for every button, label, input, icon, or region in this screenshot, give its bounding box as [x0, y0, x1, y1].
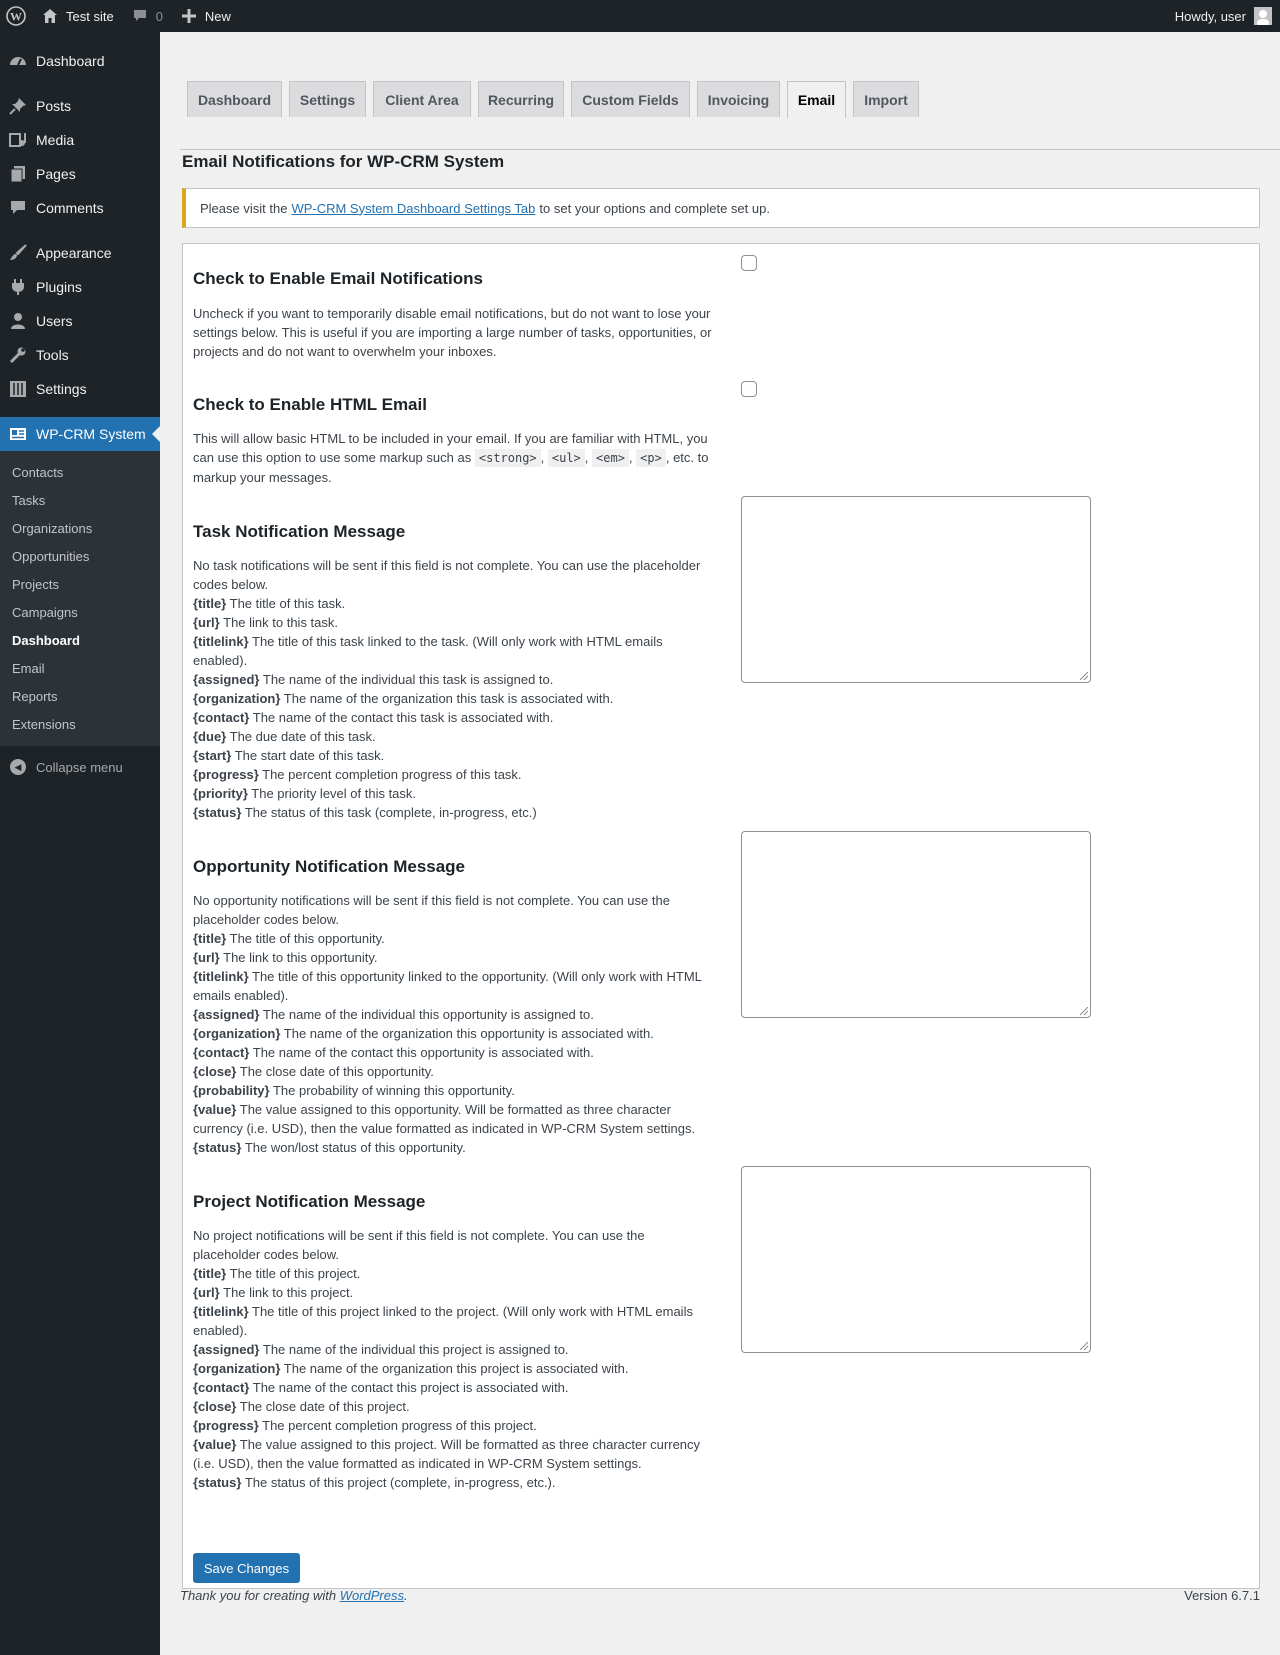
placeholder-description: The name of the contact this opportunity is associated with.: [252, 1045, 594, 1060]
dashboard-settings-link[interactable]: WP-CRM System Dashboard Settings Tab: [291, 200, 536, 216]
placeholder-code: {url}: [193, 615, 220, 630]
howdy-text: Howdy, user: [1174, 8, 1246, 24]
html-email-checkbox[interactable]: [741, 381, 757, 397]
plugin-icon: [8, 277, 28, 297]
pin-icon: [8, 96, 28, 116]
placeholder-code: {close}: [193, 1064, 237, 1079]
menu-appearance[interactable]: [0, 236, 160, 270]
code-strong: <strong>: [475, 449, 541, 467]
placeholder-description: The link to this task.: [223, 615, 339, 630]
menu-label: WP-CRM System: [36, 426, 146, 442]
placeholder-code: {value}: [193, 1437, 237, 1452]
placeholder-code-line: [193, 1283, 713, 1302]
placeholder-code-line: [193, 1340, 713, 1359]
placeholder-code-line: [193, 929, 713, 948]
submenu-extensions[interactable]: Extensions: [12, 716, 76, 732]
placeholder-code-line: [193, 1264, 713, 1283]
submenu-opportunities[interactable]: Opportunities: [12, 548, 90, 564]
submenu-tasks[interactable]: Tasks: [12, 492, 46, 508]
placeholder-description: The name of the organization this project is associated with.: [283, 1361, 629, 1376]
menu-media[interactable]: [0, 123, 160, 157]
placeholder-code: {title}: [193, 596, 227, 611]
brush-icon: [8, 243, 28, 263]
enable-email-title: Check to Enable Email Notifications: [193, 269, 484, 288]
tab-recurring[interactable]: Recurring: [478, 81, 564, 117]
placeholder-code: {status}: [193, 1140, 242, 1155]
menu-label: Pages: [36, 166, 76, 182]
placeholder-code: {organization}: [193, 1026, 281, 1041]
email-settings-form: [182, 243, 1260, 1589]
new-label: New: [204, 8, 231, 24]
placeholder-description: The name of the contact this task is associated with.: [252, 710, 554, 725]
placeholder-code-line: [193, 1062, 713, 1081]
html-email-desc: This will allow basic HTML to be included in your email. If you are familiar with HTML, you can use this option to use some markup such as <strong> , <ul> , <em> , <p> , etc. to markup your messages.: [193, 431, 709, 485]
html-email-title: Check to Enable HTML Email: [193, 395, 427, 414]
wp-logo-button[interactable]: [0, 0, 32, 32]
avatar: [1254, 7, 1272, 25]
placeholder-description: The percent completion progress of this project.: [262, 1418, 537, 1433]
menu-label: Media: [36, 132, 75, 148]
placeholder-code-line: [193, 1081, 713, 1100]
tab-settings[interactable]: Settings: [289, 81, 366, 117]
menu-settings[interactable]: [0, 372, 160, 406]
placeholder-code-line: [193, 1359, 713, 1378]
site-name-link[interactable]: [32, 0, 122, 32]
placeholder-code-line: [193, 1416, 713, 1435]
menu-label: Tools: [36, 347, 69, 363]
comment-icon: [130, 6, 150, 26]
placeholder-code: {assigned}: [193, 1342, 260, 1357]
placeholder-code-line: [193, 1378, 713, 1397]
enable-email-checkbox[interactable]: [741, 255, 757, 271]
crm-submenu: [0, 451, 160, 746]
project-intro: No project notifications will be sent if this field is not complete. You can use the placeholder codes below.: [193, 1228, 645, 1262]
placeholder-code: {start}: [193, 748, 232, 763]
task-message-title: Task Notification Message: [193, 522, 406, 541]
footer-thanks-text: Thank you for creating with: [180, 1588, 337, 1603]
submenu-dashboard[interactable]: Dashboard: [12, 632, 80, 648]
settings-icon: [8, 379, 28, 399]
placeholder-code: {progress}: [193, 1418, 259, 1433]
placeholder-code-line: [193, 803, 713, 822]
settings-tabs: [180, 81, 1280, 150]
home-icon: [40, 6, 60, 26]
placeholder-code-line: [193, 948, 713, 967]
opportunity-message-title: Opportunity Notification Message: [193, 857, 466, 876]
placeholder-code: {contact}: [193, 710, 250, 725]
placeholder-code-line: [193, 594, 713, 613]
code-ul: <ul>: [548, 449, 585, 467]
submenu-contacts[interactable]: Contacts: [12, 464, 64, 480]
wordpress-link[interactable]: WordPress: [339, 1588, 404, 1603]
html-email-desc-text: This will allow basic HTML to be included in your email. If you are familiar with HTML, you can use this option to use some markup such as: [193, 431, 708, 465]
tab-client-area[interactable]: Client Area: [373, 81, 471, 117]
menu-users[interactable]: [0, 304, 160, 338]
placeholder-description: The won/lost status of this opportunity.: [244, 1140, 466, 1155]
placeholder-code: {contact}: [193, 1380, 250, 1395]
html-email-desc-after: , etc. to markup your messages.: [193, 450, 709, 485]
placeholder-code: {titlelink}: [193, 634, 249, 649]
code-p: <p>: [636, 449, 666, 467]
placeholder-code: {organization}: [193, 1361, 281, 1376]
plus-icon: [179, 6, 199, 26]
placeholder-description: The link to this opportunity.: [223, 950, 378, 965]
footer-version: Version 6.7.1: [1184, 1588, 1260, 1603]
placeholder-code-line: [193, 1473, 713, 1492]
placeholder-code: {status}: [193, 1475, 242, 1490]
placeholder-description: The title of this opportunity.: [229, 931, 385, 946]
placeholder-description: The status of this task (complete, in-progress, etc.): [244, 805, 537, 820]
setup-notice: [182, 188, 1260, 228]
placeholder-description: The due date of this task.: [229, 729, 376, 744]
placeholder-description: The value assigned to this project. Will be formatted as three character currency (i.e. USD), then the value formatted as indicated in WP-CRM System settings.: [193, 1437, 701, 1471]
submenu-reports[interactable]: Reports: [12, 688, 58, 704]
placeholder-description: The percent completion progress of this task.: [262, 767, 522, 782]
placeholder-code: {status}: [193, 805, 242, 820]
placeholder-description: The link to this project.: [223, 1285, 354, 1300]
comments-link[interactable]: [122, 0, 171, 32]
placeholder-description: The title of this task linked to the task. (Will only work with HTML emails enabled).: [193, 634, 663, 668]
placeholder-description: The title of this project.: [229, 1266, 361, 1281]
notice-text-before: Please visit the: [200, 200, 288, 216]
placeholder-code-line: [193, 689, 713, 708]
resize-handle-icon[interactable]: [1080, 1007, 1088, 1015]
menu-posts[interactable]: [0, 89, 160, 123]
collapse-arrow-icon: ◀: [10, 759, 26, 775]
submenu-email[interactable]: Email: [12, 660, 45, 676]
collapse-label: Collapse menu: [36, 759, 123, 775]
task-intro: No task notifications will be sent if this field is not complete. You can use the placeholder codes below.: [193, 558, 701, 592]
page-title: Email Notifications for WP-CRM System: [182, 152, 505, 171]
placeholder-code-line: [193, 1100, 713, 1138]
wrench-icon: [8, 345, 28, 365]
dashboard-icon: [8, 51, 28, 71]
wordpress-logo-icon: [6, 6, 26, 26]
enable-email-desc: Uncheck if you want to temporarily disable email notifications, but do not want to lose your settings below. This is useful if you are importing a large number of tasks, opportunities, or projects and do not want to overwhelm your inboxes.: [193, 306, 712, 359]
opportunity-intro: No opportunity notifications will be sent if this field is not complete. You can use the placeholder codes below.: [193, 893, 670, 927]
resize-handle-icon[interactable]: [1080, 1342, 1088, 1350]
task-message-desc: [193, 556, 713, 822]
crm-icon: [8, 424, 28, 444]
menu-label: Users: [36, 313, 73, 329]
menu-tools[interactable]: [0, 338, 160, 372]
submenu-campaigns[interactable]: Campaigns: [12, 604, 78, 620]
save-changes-button[interactable]: Save Changes: [193, 1553, 300, 1583]
media-icon: [8, 130, 28, 150]
placeholder-code-line: [193, 1138, 713, 1157]
placeholder-code: {due}: [193, 729, 227, 744]
placeholder-code-line: [193, 1024, 713, 1043]
placeholder-description: The name of the individual this opportunity is assigned to.: [262, 1007, 594, 1022]
task-message-textarea[interactable]: [741, 496, 1091, 683]
tab-custom-fields[interactable]: Custom Fields: [571, 81, 690, 117]
menu-label: Settings: [36, 381, 87, 397]
placeholder-code: {priority}: [193, 786, 248, 801]
placeholder-description: The priority level of this task.: [251, 786, 417, 801]
placeholder-description: The status of this project (complete, in-progress, etc.).: [244, 1475, 556, 1490]
footer-period: .: [404, 1588, 408, 1603]
tab-import[interactable]: Import: [853, 81, 919, 117]
placeholder-description: The title of this project linked to the project. (Will only work with HTML emails enabled).: [193, 1304, 693, 1338]
menu-label: Appearance: [36, 245, 112, 261]
placeholder-code-line: [193, 967, 713, 1005]
placeholder-description: The name of the organization this opportunity is associated with.: [283, 1026, 654, 1041]
tab-email[interactable]: Email: [787, 81, 846, 118]
placeholder-code: {progress}: [193, 767, 259, 782]
placeholder-code: {value}: [193, 1102, 237, 1117]
placeholder-code-line: [193, 727, 713, 746]
resize-handle-icon[interactable]: [1080, 672, 1088, 680]
svg-text:W: W: [10, 9, 22, 24]
placeholder-code-line: [193, 632, 713, 670]
menu-label: Posts: [36, 98, 72, 114]
menu-dashboard[interactable]: [0, 44, 160, 78]
notice-text-after: to set your options and complete set up.: [539, 200, 770, 216]
menu-label: Dashboard: [36, 53, 105, 69]
submenu-projects[interactable]: Projects: [12, 576, 59, 592]
menu-wp-crm-system[interactable]: [0, 417, 160, 451]
placeholder-code-line: [193, 1005, 713, 1024]
placeholder-code-line: [193, 1435, 713, 1473]
placeholder-code-line: [193, 746, 713, 765]
tab-dashboard[interactable]: Dashboard: [187, 81, 282, 117]
menu-pages[interactable]: [0, 157, 160, 191]
placeholder-code: {contact}: [193, 1045, 250, 1060]
placeholder-code: {url}: [193, 1285, 220, 1300]
opportunity-message-desc: [193, 891, 713, 1157]
footer-thanks: [180, 1588, 408, 1603]
placeholder-code-line: [193, 1397, 713, 1416]
menu-label: Plugins: [36, 279, 82, 295]
placeholder-code: {close}: [193, 1399, 237, 1414]
collapse-menu-button[interactable]: [0, 750, 160, 784]
user-icon: [8, 311, 28, 331]
menu-label: Comments: [36, 200, 104, 216]
placeholder-code-line: [193, 670, 713, 689]
new-content-button[interactable]: [171, 0, 239, 32]
submenu-organizations[interactable]: Organizations: [12, 520, 93, 536]
site-name: Test site: [66, 8, 114, 24]
project-message-desc: [193, 1226, 713, 1492]
placeholder-code-line: [193, 784, 713, 803]
placeholder-code: {probability}: [193, 1083, 270, 1098]
project-message-title: Project Notification Message: [193, 1192, 426, 1211]
placeholder-code-line: [193, 1302, 713, 1340]
placeholder-code: {title}: [193, 1266, 227, 1281]
placeholder-code-line: [193, 613, 713, 632]
tab-invoicing[interactable]: Invoicing: [697, 81, 780, 117]
placeholder-description: The start date of this task.: [234, 748, 385, 763]
menu-comments[interactable]: [0, 191, 160, 225]
comments-count: 0: [155, 8, 163, 24]
my-account[interactable]: [1175, 7, 1280, 25]
placeholder-code: {organization}: [193, 691, 281, 706]
placeholder-description: The probability of winning this opportunity.: [272, 1083, 515, 1098]
placeholder-code: {titlelink}: [193, 1304, 249, 1319]
admin-sidebar: [0, 32, 160, 1655]
placeholder-description: The name of the organization this task is associated with.: [283, 691, 614, 706]
placeholder-description: The name of the individual this task is assigned to.: [262, 672, 554, 687]
placeholder-code: {title}: [193, 931, 227, 946]
placeholder-description: The name of the individual this project is assigned to.: [262, 1342, 569, 1357]
placeholder-description: The name of the contact this project is associated with.: [252, 1380, 569, 1395]
placeholder-description: The title of this task.: [229, 596, 346, 611]
menu-plugins[interactable]: [0, 270, 160, 304]
admin-bar: [0, 0, 1280, 32]
placeholder-code-line: [193, 1043, 713, 1062]
placeholder-code: {assigned}: [193, 1007, 260, 1022]
opportunity-message-textarea[interactable]: [741, 831, 1091, 1018]
placeholder-description: The close date of this project.: [239, 1399, 410, 1414]
placeholder-description: The close date of this opportunity.: [239, 1064, 434, 1079]
placeholder-description: The title of this opportunity linked to the opportunity. (Will only work with HTML emails enabled).: [193, 969, 702, 1003]
placeholder-code-line: [193, 765, 713, 784]
placeholder-code-line: [193, 708, 713, 727]
code-em: <em>: [592, 449, 629, 467]
placeholder-code: {url}: [193, 950, 220, 965]
project-message-textarea[interactable]: [741, 1166, 1091, 1353]
comment-icon: [8, 198, 28, 218]
placeholder-code: {titlelink}: [193, 969, 249, 984]
placeholder-code: {assigned}: [193, 672, 260, 687]
placeholder-description: The value assigned to this opportunity. Will be formatted as three character currency (i.e. USD), then the value formatted as indicated in WP-CRM System settings.: [193, 1102, 696, 1136]
pages-icon: [8, 164, 28, 184]
